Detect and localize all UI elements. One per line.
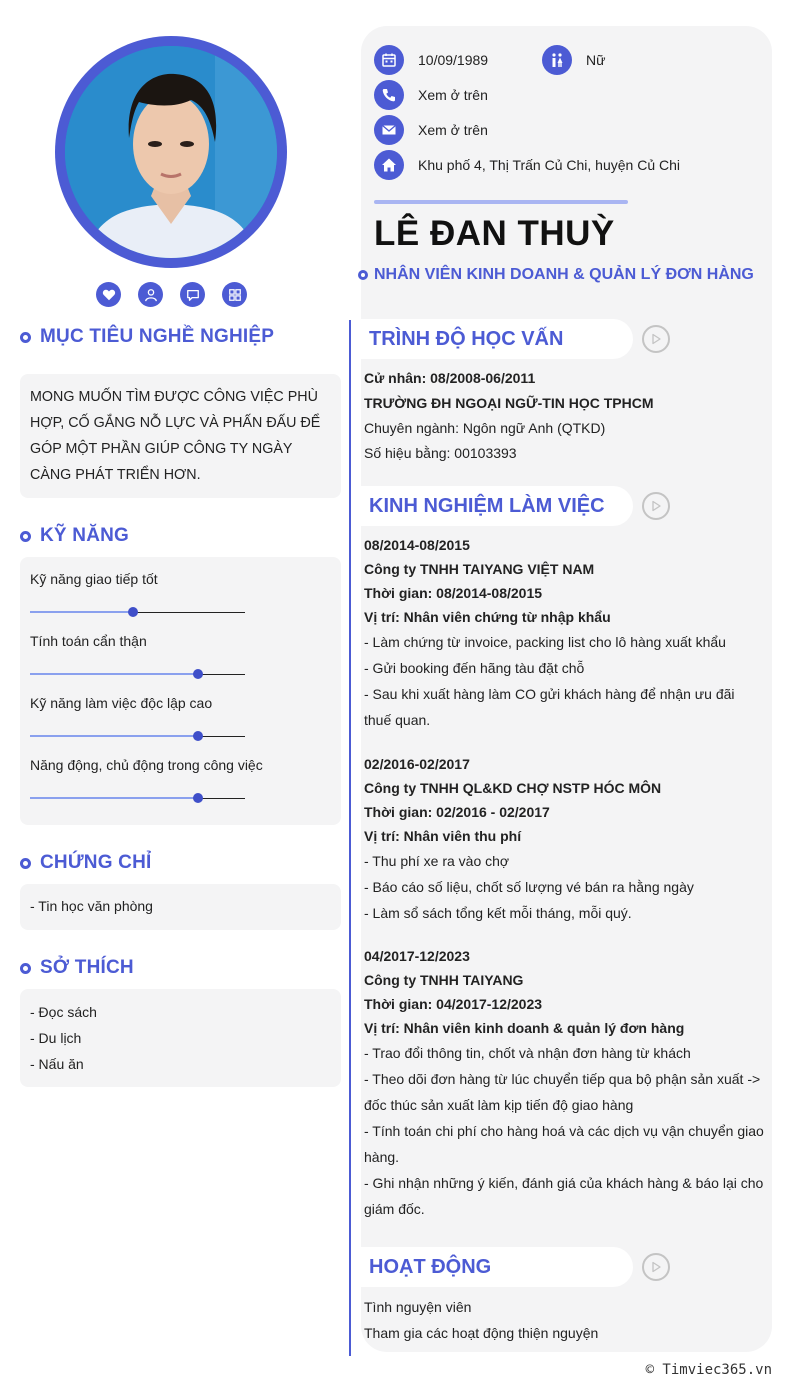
address-value: Khu phố 4, Thị Trấn Củ Chi, huyện Củ Chi [418, 157, 681, 173]
play-icon[interactable] [642, 325, 670, 353]
skill-name: Kỹ năng làm việc độc lập cao [30, 695, 213, 711]
education-major: Chuyên ngành: Ngôn ngữ Anh (QTKD) [364, 420, 606, 436]
activities-block [364, 1294, 764, 1346]
skill-fill [30, 797, 198, 799]
job-period: 04/2017-12/2023 [364, 948, 470, 964]
education-heading: TRÌNH ĐỘ HỌC VẤN [361, 319, 633, 359]
job-time: Thời gian: 02/2016 - 02/2017 [364, 804, 550, 820]
objective-text: MONG MUỐN TÌM ĐƯỢC CÔNG VIỆC PHÙ HỢP, CỐ GẮNG NỖ LỰC VÀ PHẤN ĐẤU ĐỂ GÓP MỘT PHẦN GIÚP CÔNG TY NGÀY CÀNG PHÁT TRIỂN HƠN. [30, 389, 321, 483]
job-period: 08/2014-08/2015 [364, 537, 470, 553]
hobbies-heading: SỞ THÍCH [20, 957, 134, 979]
education-block [364, 366, 764, 466]
job-title-text: NHÂN VIÊN KINH DOANH & QUẢN LÝ ĐƠN HÀNG [374, 266, 754, 283]
education-school: TRƯỜNG ĐH NGOẠI NGỮ-TIN HỌC TPHCM [364, 395, 654, 411]
job-position: Vị trí: Nhân viên kinh doanh & quản lý đơn hàng [364, 1020, 685, 1036]
email-row [374, 115, 488, 145]
phone-icon [374, 80, 404, 110]
gender-row [542, 45, 605, 75]
job-company: Công ty TNHH TAIYANG [364, 972, 524, 988]
skill-fill [30, 611, 133, 613]
timeline-divider [349, 320, 351, 1356]
job-period: 02/2016-02/2017 [364, 756, 470, 772]
birthdate-row [374, 45, 488, 75]
job-time: Thời gian: 04/2017-12/2023 [364, 996, 543, 1012]
footer-credit: © Timviec365.vn [645, 1362, 772, 1378]
home-icon [374, 150, 404, 180]
skill-name: Tính toán cẩn thận [30, 633, 147, 649]
job-duty: - Làm chứng từ invoice, packing list cho lô hàng xuất khẩu [364, 634, 726, 650]
hobby-item: - Nấu ăn [30, 1056, 84, 1072]
apps-icon[interactable] [222, 282, 247, 307]
skills-box [20, 557, 341, 825]
job-time: Thời gian: 08/2014-08/2015 [364, 585, 543, 601]
job-duty: - Tính toán chi phí cho hàng hoá và các dịch vụ vận chuyển giao hàng. [364, 1123, 764, 1165]
job-duty: - Làm sổ sách tổng kết mỗi tháng, mỗi quý. [364, 905, 632, 921]
skill-fill [30, 673, 198, 675]
user-icon[interactable] [138, 282, 163, 307]
bullet-icon [20, 531, 31, 542]
certificates-heading: CHỨNG CHỈ [20, 852, 152, 874]
objective-heading: MỤC TIÊU NGHỀ NGHIỆP [20, 326, 274, 348]
certificate-item: - Tin học văn phòng [30, 898, 153, 914]
job-company: Công ty TNHH TAIYANG VIỆT NAM [364, 561, 595, 577]
objective-box [20, 374, 341, 498]
bullet-icon [20, 858, 31, 869]
skill-item [30, 633, 331, 695]
education-degree: Cử nhân: 08/2008-06/2011 [364, 370, 536, 386]
gender-icon [542, 45, 572, 75]
activity-item: Tham gia các hoạt động thiện nguyện [364, 1325, 599, 1341]
heart-icon[interactable] [96, 282, 121, 307]
chat-icon[interactable] [180, 282, 205, 307]
skill-item [30, 757, 331, 819]
job-duty: - Theo dõi đơn hàng từ lúc chuyển tiếp qua bộ phận sản xuất -> đốc thúc sản xuất làm kịp tiến độ giao hàng [364, 1071, 761, 1113]
skills-heading: KỸ NĂNG [20, 525, 129, 547]
job-duty: - Thu phí xe ra vào chợ [364, 853, 510, 869]
skill-slider-knob[interactable] [193, 731, 203, 741]
activities-heading: HOẠT ĐỘNG [361, 1247, 633, 1287]
bullet-icon [20, 963, 31, 974]
skill-name: Năng động, chủ động trong công việc [30, 757, 263, 773]
job-entry [364, 944, 764, 1222]
job-position: Vị trí: Nhân viên chứng từ nhập khẩu [364, 609, 611, 625]
candidate-name: LÊ ĐAN THUỲ [374, 214, 615, 253]
gender-value: Nữ [586, 52, 606, 68]
social-icons [96, 282, 247, 307]
play-icon[interactable] [642, 1253, 670, 1281]
skill-item [30, 571, 331, 633]
email-value: Xem ở trên [418, 122, 488, 138]
skill-slider-knob[interactable] [128, 607, 138, 617]
job-entry [364, 533, 764, 733]
education-cert-no: Số hiệu bằng: 00103393 [364, 445, 517, 461]
certificates-box [20, 884, 341, 930]
mail-icon [374, 115, 404, 145]
skill-slider-knob[interactable] [193, 669, 203, 679]
experience-heading: KINH NGHIỆM LÀM VIỆC [361, 486, 633, 526]
skill-name: Kỹ năng giao tiếp tốt [30, 571, 158, 587]
play-icon[interactable] [642, 492, 670, 520]
hobbies-box [20, 989, 341, 1087]
skill-fill [30, 735, 198, 737]
job-duty: - Gửi booking đến hãng tàu đặt chỗ [364, 660, 585, 676]
activity-item: Tình nguyện viên [364, 1299, 472, 1315]
job-title [358, 266, 754, 284]
skill-slider-knob[interactable] [193, 793, 203, 803]
phone-row [374, 80, 488, 110]
address-row [374, 150, 680, 180]
avatar [55, 36, 287, 268]
hobby-item: - Đọc sách [30, 1004, 97, 1020]
birthdate-value: 10/09/1989 [418, 52, 489, 68]
phone-value: Xem ở trên [418, 87, 488, 103]
skill-item [30, 695, 331, 757]
hobby-item: - Du lịch [30, 1030, 82, 1046]
name-accent-bar [374, 200, 628, 204]
job-company: Công ty TNHH QL&KD CHỢ NSTP HÓC MÔN [364, 780, 662, 796]
job-entry [364, 752, 764, 926]
job-duty: - Sau khi xuất hàng làm CO gửi khách hàng để nhận ưu đãi thuế quan. [364, 686, 735, 728]
profile-photo [65, 46, 277, 258]
job-duty: - Trao đổi thông tin, chốt và nhận đơn hàng từ khách [364, 1045, 691, 1061]
bullet-icon [20, 332, 31, 343]
calendar-icon [374, 45, 404, 75]
job-duty: - Báo cáo số liệu, chốt số lượng vé bán ra hằng ngày [364, 879, 694, 895]
job-duty: - Ghi nhận những ý kiến, đánh giá của khách hàng & báo lại cho giám đốc. [364, 1175, 764, 1217]
job-position: Vị trí: Nhân viên thu phí [364, 828, 522, 844]
bullet-icon [358, 270, 368, 280]
